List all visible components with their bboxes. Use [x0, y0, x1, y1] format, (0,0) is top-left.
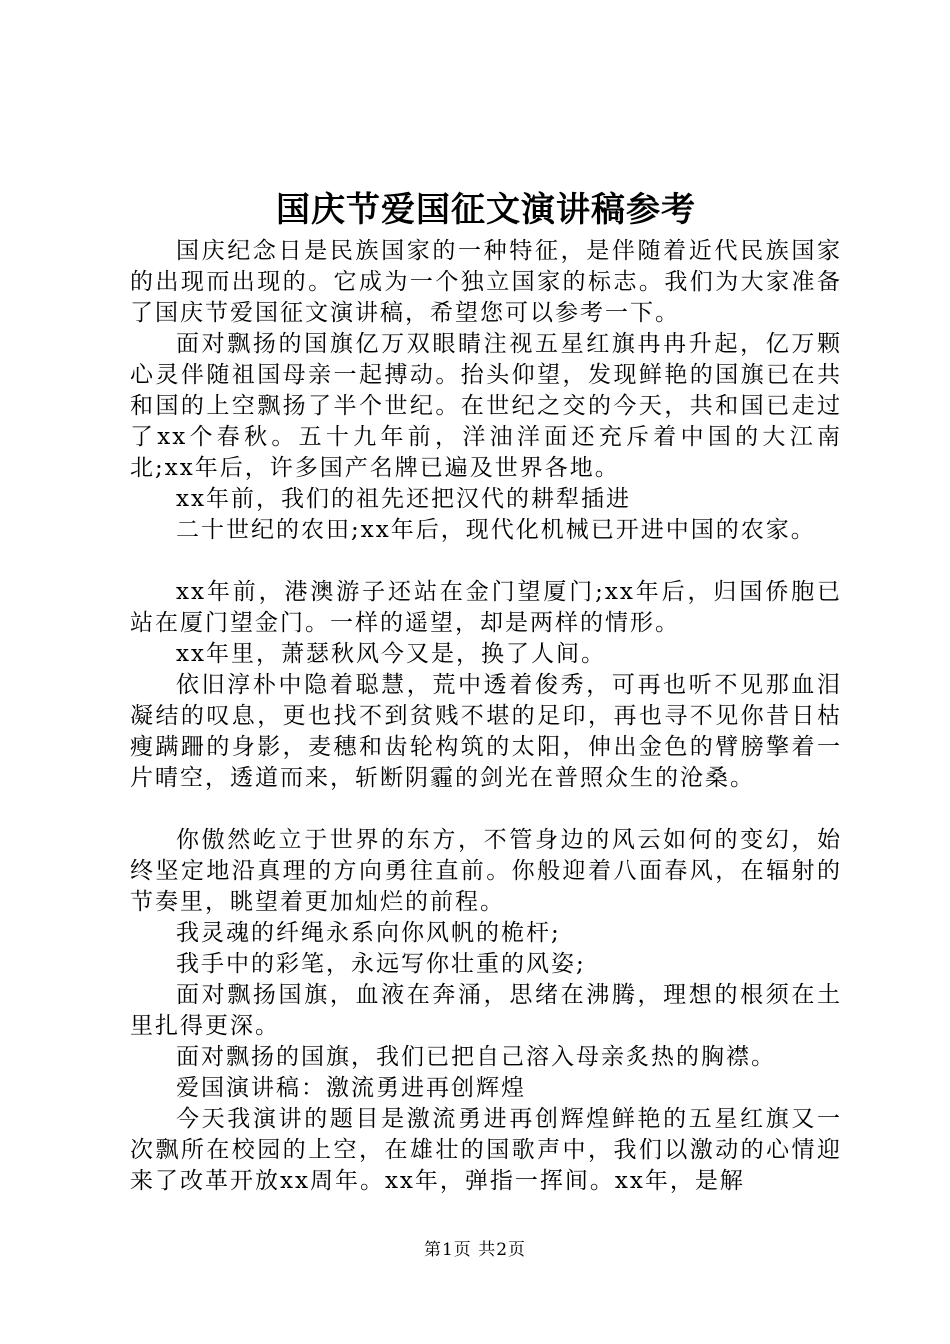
paragraph: xx年前，港澳游子还站在金门望厦门;xx年后，归国侨胞已站在厦门望金门。一样的遥望，却是两样的情形。 [130, 579, 842, 636]
paragraph: 我灵魂的纤绳永系向你风帆的桅杆; [176, 920, 561, 946]
page-number: 第1页 共2页 [423, 1240, 527, 1260]
paragraph: 国庆纪念日是民族国家的一种特征，是伴随着近代民族国家的出现而出现的。它成为一个独立国家的标志。我们为大家准备了国庆节爱国征文演讲稿，希望您可以参考一下。 [130, 238, 842, 326]
document-body [130, 236, 842, 1197]
paragraph: 面对飘扬的国旗亿万双眼睛注视五星红旗冉冉升起，亿万颗心灵伴随祖国母亲一起搏动。抬头仰望，发现鲜艳的国旗已在共和国的上空飘扬了半个世纪。在世纪之交的今天，共和国已走过了xx个春秋。五十九年前，洋油洋面还充斥着中国的大江南北;xx年后，许多国产名牌已遍及世界各地。 [130, 331, 842, 481]
section-heading: 爱国演讲稿：激流勇进再创辉煌 [176, 1075, 526, 1101]
paragraph: 面对飘扬国旗，血液在奔涌，思绪在沸腾，理想的根须在土里扎得更深。 [130, 982, 842, 1039]
paragraph: xx年里，萧瑟秋风今又是，换了人间。 [176, 641, 606, 667]
document-page [130, 184, 842, 1197]
paragraph: 二十世纪的农田;xx年后，现代化机械已开进中国的农家。 [176, 517, 816, 543]
paragraph: xx年前，我们的祖先还把汉代的耕犁插进 [176, 486, 631, 512]
paragraph: 今天我演讲的题目是激流勇进再创辉煌鲜艳的五星红旗又一次飘所在校园的上空，在雄壮的国歌声中，我们以激动的心情迎来了改革开放xx周年。xx年，弹指一挥间。xx年，是解 [130, 1106, 842, 1194]
page-footer [0, 1238, 950, 1262]
paragraph: 你傲然屹立于世界的东方，不管身边的风云如何的变幻，始终坚定地沿真理的方向勇往直前。你般迎着八面春风，在辐射的节奏里，眺望着更加灿烂的前程。 [130, 827, 842, 915]
paragraph: 我手中的彩笔，永远写你壮重的风姿; [176, 951, 586, 977]
paragraph: 依旧淳朴中隐着聪慧，荒中透着俊秀，可再也听不见那血泪凝结的叹息，更也找不到贫贱不堪的足印，再也寻不见你昔日枯瘦蹒跚的身影，麦穗和齿轮构筑的太阳，伸出金色的臂膀擎着一片晴空，透道而来，斩断阴霾的剑光在普照众生的沧桑。 [130, 672, 842, 791]
document-title: 国庆节爱国征文演讲稿参考 [276, 190, 696, 230]
paragraph: 面对飘扬的国旗，我们已把自己溶入母亲炙热的胸襟。 [176, 1044, 776, 1070]
